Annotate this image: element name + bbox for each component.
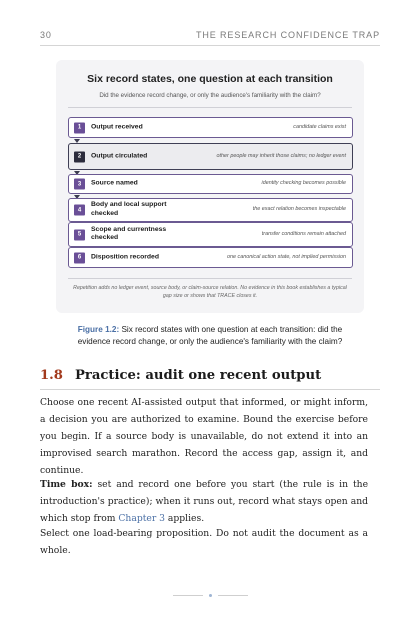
state-label: Output received [91, 123, 143, 131]
state-number-badge: 6 [74, 252, 85, 263]
state-row-1 [68, 117, 353, 138]
body-paragraph-1: Choose one recent AI-assisted output that informed, or might inform, a decision you are authorized to examine. Bound the exercise before you begin. If a source body is unavailable, do not extend it into an improvised search marathon. Record the access gap, assign it, and continue. [40, 397, 368, 476]
figure-record-states [56, 60, 364, 313]
figure-footnote: Repetition adds no ledger event, source body, or claim-source relation. No evidence in this book establishes a typical gap size or shows that TRACE closes it. [73, 285, 347, 299]
chapter-cross-reference-link[interactable]: Chapter 3 [118, 512, 165, 524]
state-number-badge: 1 [74, 122, 85, 133]
state-number-badge: 5 [74, 229, 85, 240]
state-note: identity checking becomes possible [261, 180, 346, 187]
state-note: the exact relation becomes inspectable [252, 206, 346, 213]
page-number: 30 [40, 30, 52, 40]
state-label: Source named [91, 179, 138, 187]
body-paragraph-3: Select one load-bearing proposition. Do not audit the document as a whole. [40, 528, 368, 556]
state-note: candidate claims exist [293, 123, 346, 130]
state-note: other people may inherit those claims; no ledger event [216, 152, 346, 159]
ornament-line [218, 595, 248, 596]
figure-caption [64, 324, 356, 348]
state-label: Output circulated [91, 152, 148, 160]
figure-caption-label: Figure 1.2: [77, 325, 120, 334]
state-label: Disposition recorded [91, 253, 159, 261]
figure-subtitle: Did the evidence record change, or only the audience's familiarity with the claim? [99, 92, 321, 99]
section-rule [40, 389, 380, 390]
paragraph-text: set and record one before you start (the rule is in the introduction's practice); when it runs out, record what stays open and which stop from [40, 479, 369, 524]
section-title: Practice: audit one recent output [74, 368, 322, 383]
body-paragraph-2 [40, 477, 368, 528]
state-label: Scope and currentness checked [91, 225, 167, 242]
state-number-badge: 2 [74, 151, 85, 162]
running-header [40, 22, 380, 40]
state-note: transfer conditions remain attached [261, 230, 346, 237]
header-rule [40, 45, 380, 46]
state-row-4 [68, 198, 353, 222]
section-heading [40, 368, 321, 383]
figure-caption-text: Six record states with one question at each transition: did the evidence record change, or only the audience's familiarity with the claim? [77, 325, 343, 346]
running-title: THE RESEARCH CONFIDENCE TRAP [195, 30, 380, 40]
run-in-heading: Time box: [40, 479, 93, 490]
state-label: Body and local support checked [91, 201, 167, 217]
paragraph-text-end: applies. [165, 512, 205, 524]
ornament-line [173, 595, 203, 596]
section-number: 1.8 [40, 368, 63, 383]
figure-title: Six record states, one question at each transition [87, 73, 333, 85]
ornament-dot-icon [209, 594, 212, 597]
state-number-badge: 4 [74, 205, 85, 216]
figure-divider [68, 107, 352, 108]
footer-ornament [0, 594, 420, 597]
state-number-badge: 3 [74, 179, 85, 190]
figure-footnote-rule [68, 278, 352, 279]
state-row-3 [68, 174, 353, 194]
state-row-6 [68, 247, 353, 268]
state-row-2 [68, 143, 353, 170]
state-row-5 [68, 222, 353, 247]
state-note: one canonical action state, not implied permission [227, 253, 346, 260]
